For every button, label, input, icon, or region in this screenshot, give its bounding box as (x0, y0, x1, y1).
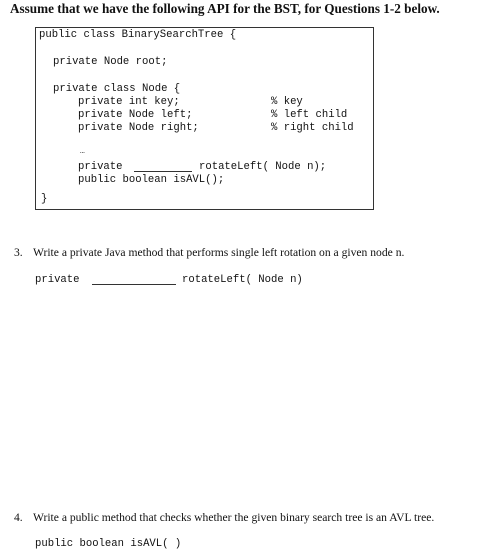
code-return-type-blank (134, 163, 192, 172)
code-ellipsis: … (80, 147, 85, 156)
code-right-field: private Node right; (78, 122, 199, 134)
code-rotate-private-keyword: private (78, 161, 123, 173)
code-node-class-declaration: private class Node { (53, 83, 181, 95)
code-left-comment: % left child (271, 109, 348, 121)
code-key-comment: % key (271, 96, 303, 108)
question-3-stub-private: private (35, 274, 80, 286)
code-class-declaration: public class BinarySearchTree { (39, 29, 237, 41)
question-4-text: Write a public method that checks whether the given binary search tree is an AVL tree. (33, 511, 435, 524)
code-root-field: private Node root; (53, 56, 168, 68)
question-3-return-type-blank (92, 276, 176, 285)
question-4-stub-signature: public boolean isAVL( ) (35, 538, 182, 550)
question-3-number: 3. (14, 246, 23, 259)
question-3-stub-signature: rotateLeft( Node n) (182, 274, 303, 286)
code-closing-brace: } (41, 193, 48, 205)
code-isavl-signature: public boolean isAVL(); (78, 174, 225, 186)
code-rotate-signature: rotateLeft( Node n); (199, 161, 327, 173)
question-4-number: 4. (14, 511, 23, 524)
page-heading: Assume that we have the following API for the BST, for Questions 1-2 below. (10, 1, 440, 16)
code-left-field: private Node left; (78, 109, 193, 121)
code-right-comment: % right child (271, 122, 354, 134)
code-key-field: private int key; (78, 96, 180, 108)
question-3-text: Write a private Java method that performs single left rotation on a given node n. (33, 246, 405, 259)
